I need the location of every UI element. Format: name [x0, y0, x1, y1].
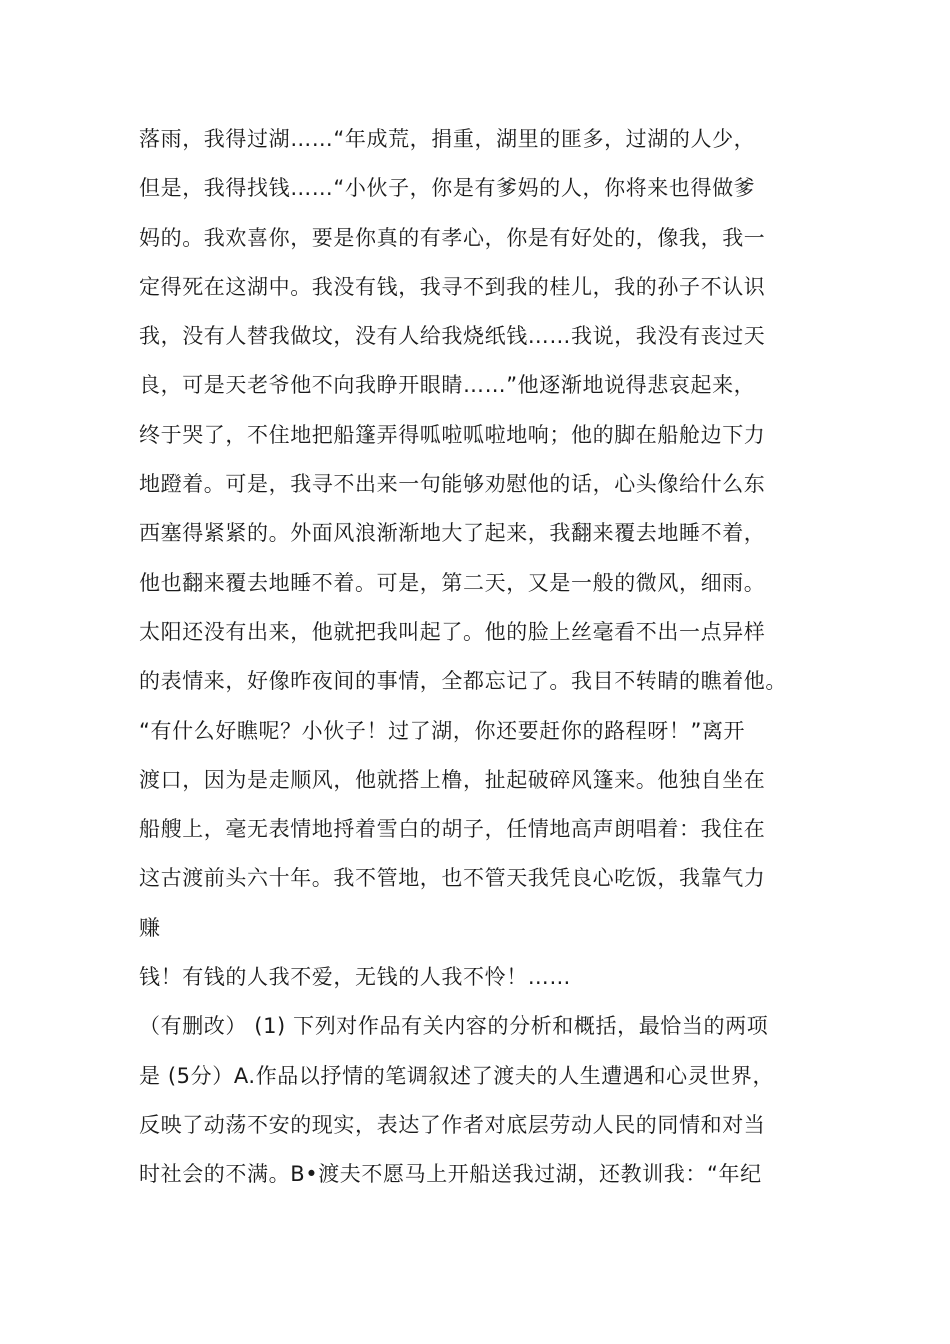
text-line: 终于哭了，不住地把船篷弄得呱啦呱啦地响；他的脚在船舱边下力 — [139, 422, 766, 447]
text-line: （有删改） (1) 下列对作品有关内容的分析和概括，最恰当的两项 — [139, 1014, 769, 1039]
text-line: “有什么好瞧呢？小伙子！过了湖，你还要赶你的路程呀！”离开 — [139, 718, 746, 743]
text-line: 他也翻来覆去地睡不着。可是，第二天，又是一般的微风，细雨。 — [139, 570, 766, 595]
body-text — [139, 115, 819, 1200]
text-line: 赚 — [139, 915, 161, 940]
text-line: 西塞得紧紧的。外面风浪渐渐地大了起来，我翻来覆去地睡不着， — [139, 521, 766, 546]
text-line: 地蹬着。可是，我寻不出来一句能够劝慰他的话，心头像给什么东 — [139, 472, 766, 497]
text-line: 落雨，我得过湖……“年成荒，捐重，湖里的匪多，过湖的人少， — [139, 127, 756, 151]
text-line: 渡口，因为是走顺风，他就搭上橹，扯起破碎风篷来。他独自坐在 — [139, 767, 766, 792]
text-line: 时社会的不满。B•渡夫不愿马上开船送我过湖，还教训我：“年纪 — [139, 1162, 762, 1187]
text-line: 我，没有人替我做坟，没有人给我烧纸钱……我说，我没有丧过天 — [139, 324, 766, 349]
text-line: 钱！有钱的人我不爱，无钱的人我不怜！…… — [139, 965, 571, 990]
text-line: 是 (5分）A.作品以抒情的笔调叙述了渡夫的人生遭遇和心灵世界， — [139, 1063, 775, 1088]
text-line: 但是，我得找钱……“小伙子，你是有爹妈的人，你将来也得做爹 — [139, 176, 756, 201]
text-line: 的表情来，好像昨夜间的事情，全都忘记了。我目不转睛的瞧着他。 — [139, 669, 787, 694]
text-line: 这古渡前头六十年。我不管地，也不管天我凭良心吃饭，我靠气力 — [139, 866, 766, 891]
text-line: 船艘上，毫无表情地捋着雪白的胡子，任情地高声朗唱着：我住在 — [139, 817, 766, 842]
text-line: 反映了动荡不安的现实，表达了作者对底层劳动人民的同情和对当 — [139, 1112, 766, 1137]
text-line: 妈的。我欢喜你，要是你真的有孝心，你是有好处的，像我，我一 — [139, 225, 766, 250]
text-line: 良，可是天老爷他不向我睁开眼睛……”他逐渐地说得悲哀起来， — [139, 373, 756, 398]
text-line: 太阳还没有出来，他就把我叫起了。他的脸上丝毫看不出一点异样 — [139, 619, 766, 644]
text-line: 定得死在这湖中。我没有钱，我寻不到我的桂儿，我的孙子不认识 — [139, 274, 766, 299]
